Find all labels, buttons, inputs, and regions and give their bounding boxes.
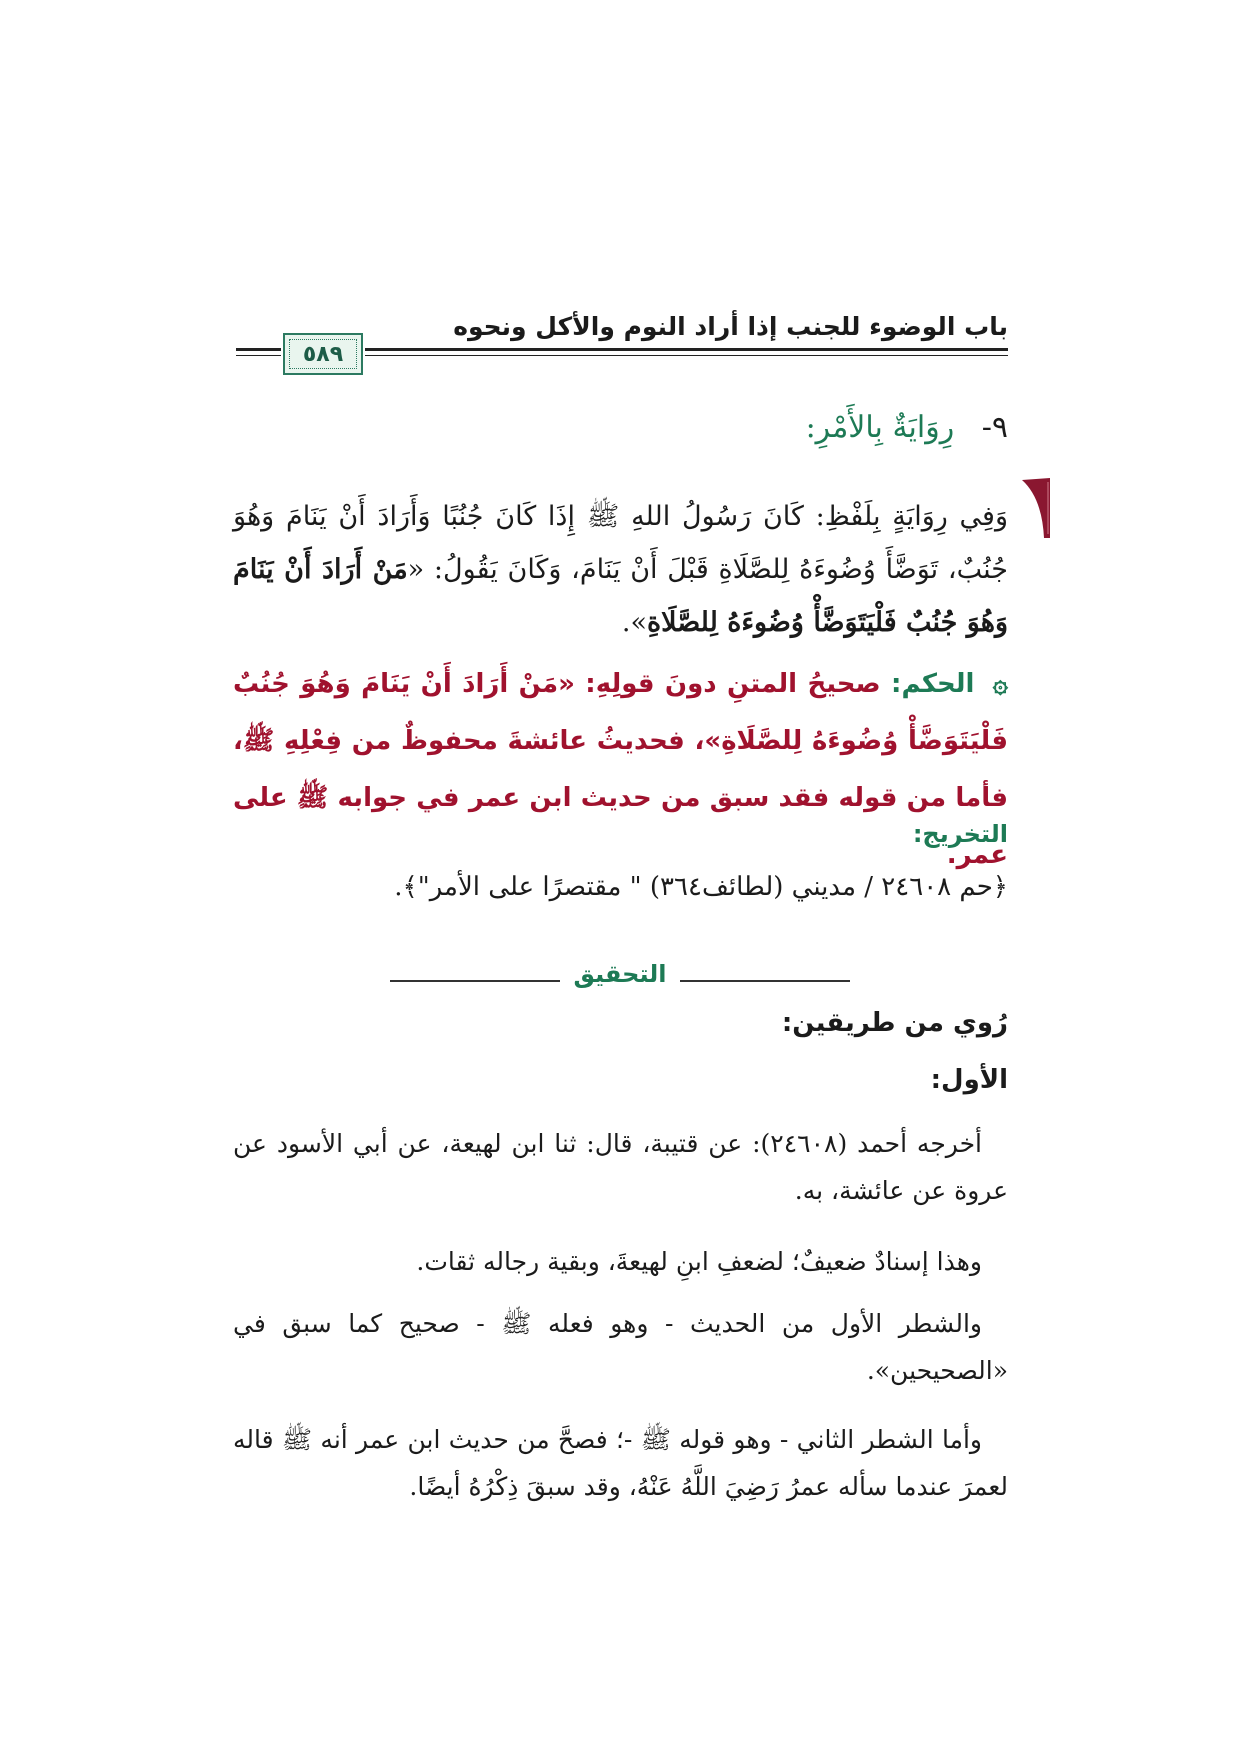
hadith-text-end: ».: [621, 607, 647, 638]
takhrij-label: التخريج:: [912, 820, 1008, 848]
takhrij-text: ﴿حم ٢٤٦٠٨ / مديني (لطائف٣٦٤) " مقتصرًا على الأمر"﴾.: [394, 872, 1008, 902]
paragraph-4: وأما الشطر الثاني - وهو قوله ﷺ -؛ فصحَّ من حديث ابن عمر أنه ﷺ قاله لعمرَ عندما سأله عمرُ رَضِيَ اللَّهُ عَنْهُ، وقد سبقَ ذِكْرُهُ أيضًا.: [233, 1425, 1008, 1501]
hadith-text-plain: وَفِي رِوَايَةٍ بِلَفْظِ: كَانَ رَسُولُ اللهِ ﷺ إِذَا كَانَ جُنُبًا وَأَرَادَ أَنْ يَنَامَ وَهُوَ جُنُبٌ، تَوَضَّأَ وُضُوءَهُ لِلصَّلَاةِ قَبْلَ أَنْ يَنَامَ، وَكَانَ يَقُولُ: «: [233, 501, 1008, 585]
ruling-ornament-icon: ۞: [992, 669, 1008, 699]
header-rule-top: [365, 348, 1008, 351]
paragraph-2: وهذا إسنادٌ ضعيفٌ؛ لضعفِ ابنِ لهيعةَ، وبقية رجاله ثقات.: [416, 1247, 982, 1276]
running-header: باب الوضوء للجنب إذا أراد النوم والأكل ونحوه: [453, 312, 1008, 341]
header-rule-left-bottom: [236, 355, 281, 356]
ruling-text: صحيحُ المتنِ دونَ قولِهِ: «مَنْ أَرَادَ أَنْ يَنَامَ وَهُوَ جُنُبٌ فَلْيَتَوَضَّأْ وُضُوءَهُ لِلصَّلَاةِ»، فحديثُ عائشةَ محفوظٌ من فِعْلِهِ ﷺ، فأما من قوله فقد سبق من حديث ابن عمر في جوابه ﷺ على عمر.: [233, 669, 1008, 870]
page-number-box: [283, 333, 363, 375]
section-number: ٩-: [981, 410, 1008, 445]
paragraph-3: والشطر الأول من الحديث - وهو فعله ﷺ - صحيح كما سبق في «الصحيحين».: [233, 1309, 1008, 1385]
section-title: رِوَايَةٌ بِالأَمْرِ:: [805, 410, 955, 445]
header-rule-left-top: [236, 348, 281, 351]
ruling-label: الحكم:: [891, 669, 975, 699]
ruling-block: [233, 656, 1008, 884]
section-heading: [806, 410, 1008, 445]
divider-title: التحقيق: [573, 960, 667, 988]
analysis-intro: رُوي من طريقين:: [781, 1008, 1008, 1038]
hadith-text-bold: مَنْ أَرَادَ أَنْ يَنَامَ وَهُوَ جُنُبٌ فَلْيَتَوَضَّأْ وُضُوءَهُ لِلصَّلَاةِ: [233, 554, 1008, 638]
hadith-text: [233, 490, 1008, 649]
header-rule-bottom: [365, 355, 1008, 356]
page-number: ٥٨٩: [302, 342, 344, 367]
first-route-label: الأول:: [930, 1065, 1008, 1095]
paragraph-1: أخرجه أحمد (٢٤٦٠٨): عن قتيبة، قال: ثنا ابن لهيعة، عن أبي الأسود عن عروة عن عائشة، به.: [233, 1129, 1008, 1205]
corner-ornament-icon: [1022, 478, 1050, 538]
